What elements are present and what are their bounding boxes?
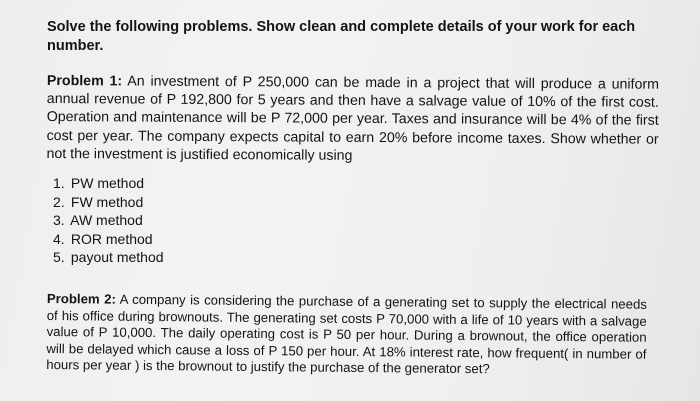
problem-2 bbox=[46, 291, 647, 380]
method-list bbox=[53, 174, 164, 267]
method-item: 2. FW method bbox=[53, 193, 144, 210]
method-item: 5. payout method bbox=[53, 249, 164, 265]
method-item: 1. PW method bbox=[53, 175, 145, 191]
instructions-heading: Solve the following problems. Show clean and complete details of your work for each number. bbox=[47, 19, 636, 54]
problem-1-text: An investment of P 250,000 can be made in a project that will produce a uniform annual revenue of P 192,800 for 5 years and then have a salvage value of 10% of the first cost. Operation and maintenance will be P 72,000 per year. Taxes and insurance will be 4% of the first cost per year. The company expects capital to earn 20% before income taxes. Show whether or not the investment is justified economically using bbox=[46, 73, 659, 164]
problem-2-text: A company is considering the purchase of a generating set to supply the electrical needs of his office during brownouts. The generating set costs P 70,000 with a life of 10 years with a salvage value of P 10,000. The daily operating cost is P 50 per hour. During a brownout, the office operation will be delayed which cause a loss of P 150 per hour. At 18% interest rate, how frequent( in number of hours per year ) is the brownout to justify the purchase of the generator set? bbox=[46, 291, 648, 377]
method-item: 3. AW method bbox=[53, 212, 143, 228]
problem-1-label: Problem 1: bbox=[46, 72, 123, 90]
method-item: 4. ROR method bbox=[53, 230, 153, 247]
problem-2-label: Problem 2: bbox=[46, 291, 116, 307]
problem-1 bbox=[46, 72, 659, 167]
